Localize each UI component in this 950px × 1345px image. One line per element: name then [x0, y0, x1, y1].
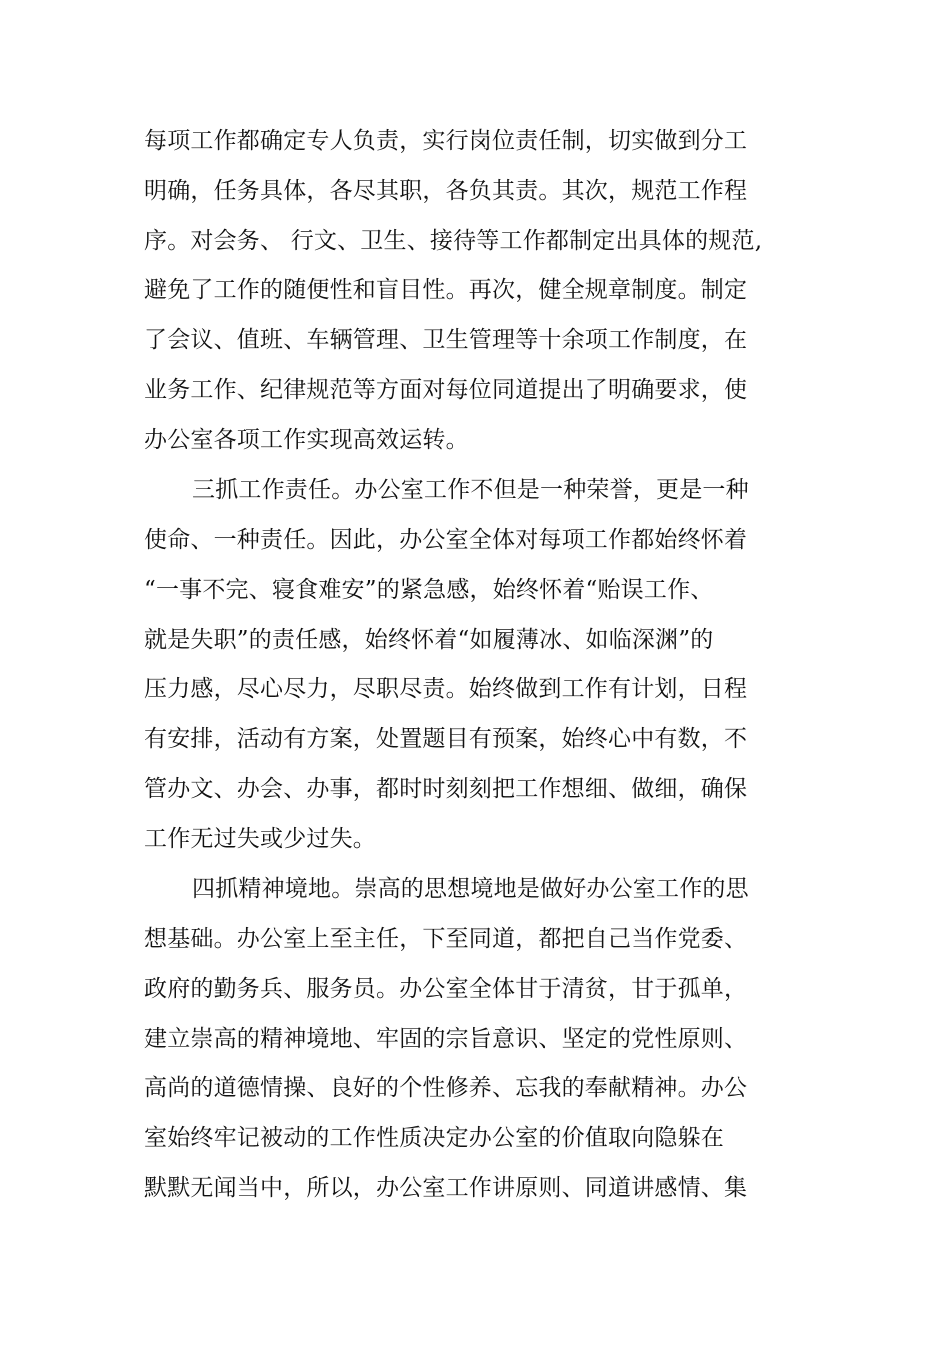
text-line: 建立崇高的精神境地、牢固的宗旨意识、坚定的党性原则、: [144, 1026, 748, 1052]
paragraph-first-line: 三抓工作责任。办公室工作不但是一种荣誉，更是一种: [192, 477, 749, 503]
text-line: 每项工作都确定专人负责，实行岗位责任制，切实做到分工: [144, 128, 748, 154]
text-line: 业务工作、纪律规范等方面对每位同道提出了明确要求，使: [144, 377, 748, 403]
text-line: 室始终牢记被动的工作性质决定办公室的价值取向隐躲在: [144, 1125, 724, 1151]
text-line: 有安排，活动有方案，处置题目有预案，始终心中有数，不: [144, 726, 748, 752]
text-line: 办公室各项工作实现高效运转。: [144, 427, 469, 453]
text-line: 明确，任务具体，各尽其职，各负其责。其次，规范工作程: [144, 178, 748, 204]
text-line: “一事不完、寝食难安”的紧急感，始终怀着“贻误工作、: [144, 577, 714, 603]
paragraph-first-line: 四抓精神境地。崇高的思想境地是做好办公室工作的思: [192, 876, 749, 902]
text-line: 了会议、值班、车辆管理、卫生管理等十余项工作制度，在: [144, 327, 748, 353]
text-line: 使命、一种责任。因此，办公室全体对每项工作都始终怀着: [144, 527, 748, 553]
text-line: 默默无闻当中，所以，办公室工作讲原则、同道讲感情、集: [144, 1175, 748, 1201]
text-line: 就是失职”的责任感，始终怀着“如履薄冰、如临深渊”的: [144, 627, 714, 653]
text-line: 避免了工作的随便性和盲目性。再次，健全规章制度。制定: [144, 277, 748, 303]
text-line: 想基础。办公室上至主任，下至同道，都把自己当作党委、: [144, 926, 748, 952]
text-line: 工作无过失或少过失。: [144, 826, 376, 852]
text-line: 序。对会务、 行文、卫生、接待等工作都制定出具体的规范,: [144, 228, 763, 254]
text-line: 政府的勤务兵、服务员。办公室全体甘于清贫，甘于孤单，: [144, 976, 748, 1002]
text-line: 压力感，尽心尽力，尽职尽责。始终做到工作有计划，日程: [144, 676, 748, 702]
text-line: 管办文、办会、办事，都时时刻刻把工作想细、做细，确保: [144, 776, 748, 802]
text-line: 高尚的道德情操、良好的个性修养、忘我的奉献精神。办公: [144, 1075, 748, 1101]
